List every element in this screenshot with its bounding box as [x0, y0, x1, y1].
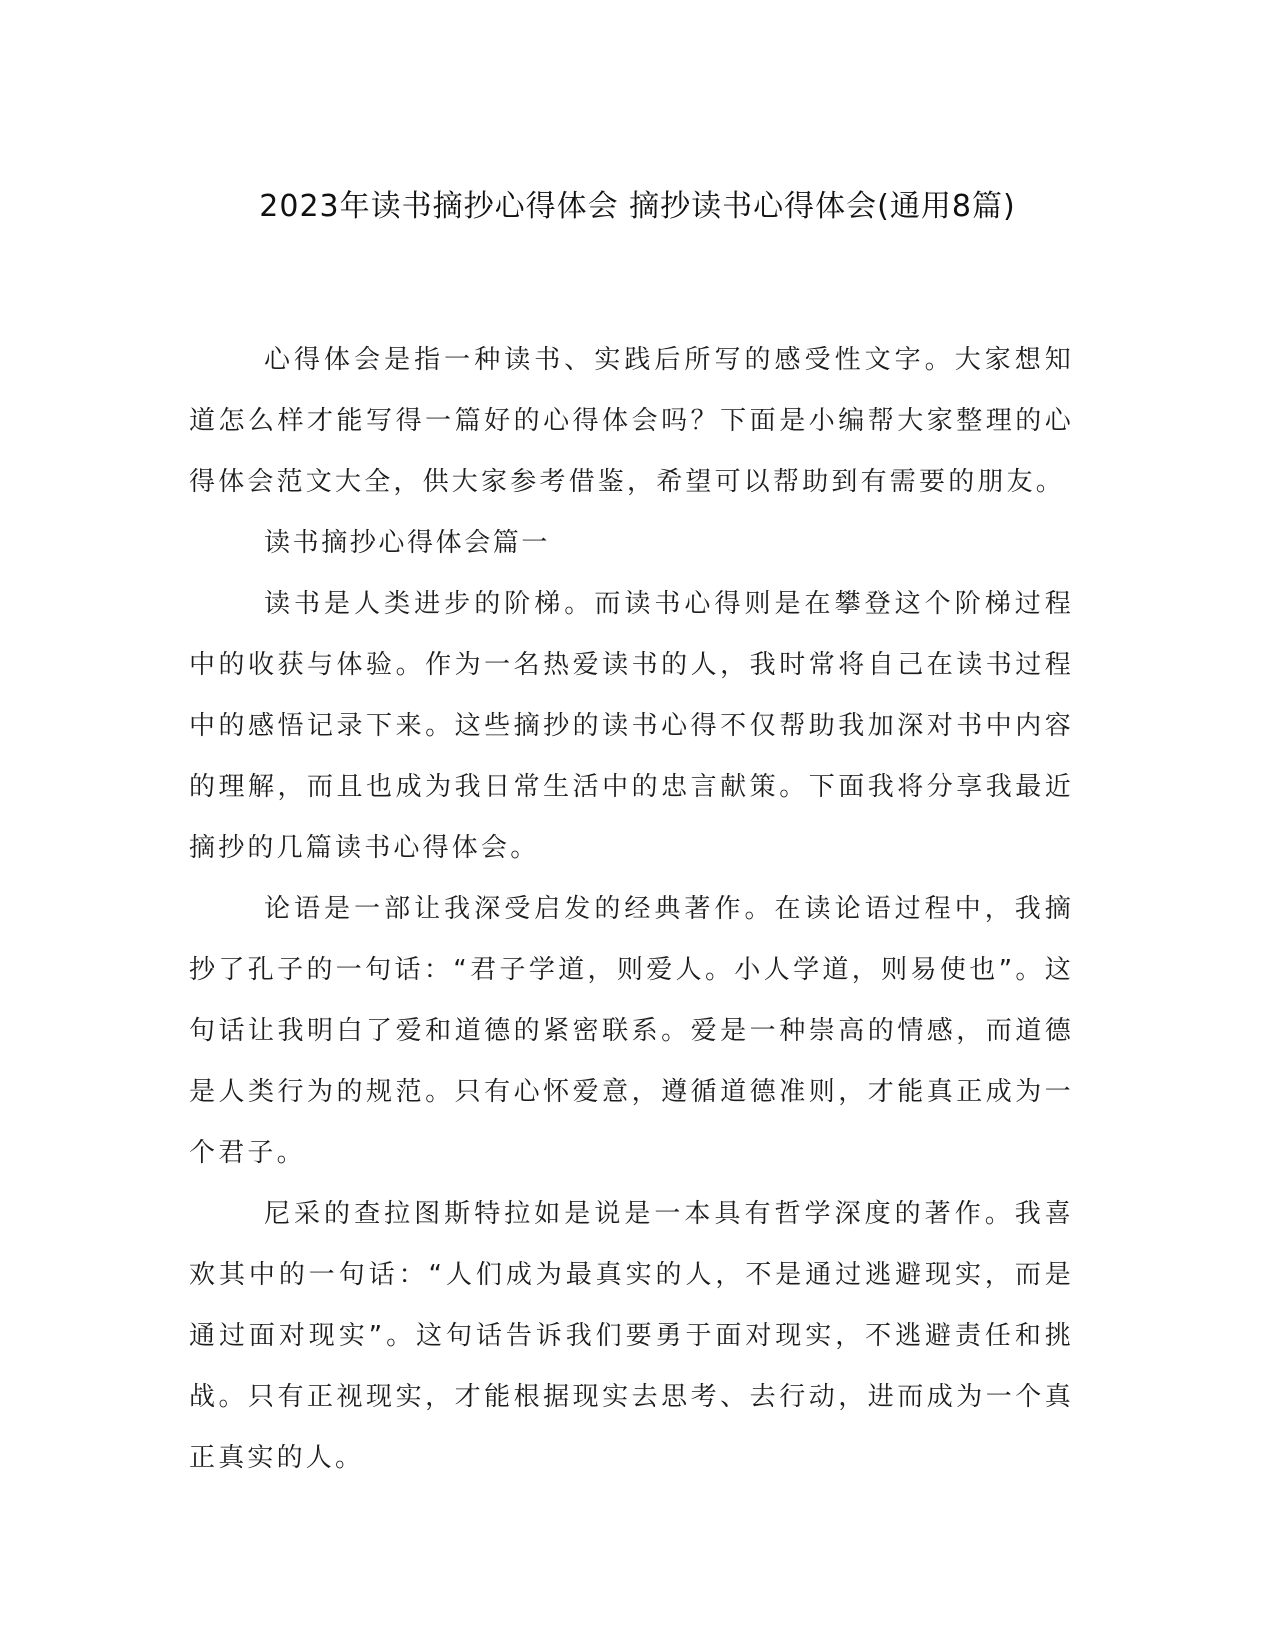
section-heading: 读书摘抄心得体会篇一	[264, 528, 551, 558]
document-title: 2023年读书摘抄心得体会 摘抄读书心得体会(通用8篇)	[259, 189, 1016, 224]
document-body	[189, 330, 1074, 1489]
body-paragraph: 读书是人类进步的阶梯。而读书心得则是在攀登这个阶梯过程中的收获与体验。作为一名热爱读书的人，我时常将自己在读书过程中的感悟记录下来。这些摘抄的读书心得不仅帮助我加深对书中内容的理解，而且也成为我日常生活中的忠言献策。下面我将分享我最近摘抄的几篇读书心得体会。	[189, 589, 1074, 863]
body-paragraph: 论语是一部让我深受启发的经典著作。在读论语过程中，我摘抄了孔子的一句话：“君子学道，则爱人。小人学道，则易使也”。这句话让我明白了爱和道德的紧密联系。爱是一种崇高的情感，而道德是人类行为的规范。只有心怀爱意，遵循道德准则，才能真正成为一个君子。	[189, 894, 1074, 1168]
intro-paragraph: 心得体会是指一种读书、实践后所写的感受性文字。大家想知道怎么样才能写得一篇好的心得体会吗？下面是小编帮大家整理的心得体会范文大全，供大家参考借鉴，希望可以帮助到有需要的朋友。	[189, 345, 1074, 497]
body-paragraph: 尼采的查拉图斯特拉如是说是一本具有哲学深度的著作。我喜欢其中的一句话：“人们成为最真实的人，不是通过逃避现实，而是通过面对现实”。这句话告诉我们要勇于面对现实，不逃避责任和挑战。只有正视现实，才能根据现实去思考、去行动，进而成为一个真正真实的人。	[189, 1199, 1074, 1473]
